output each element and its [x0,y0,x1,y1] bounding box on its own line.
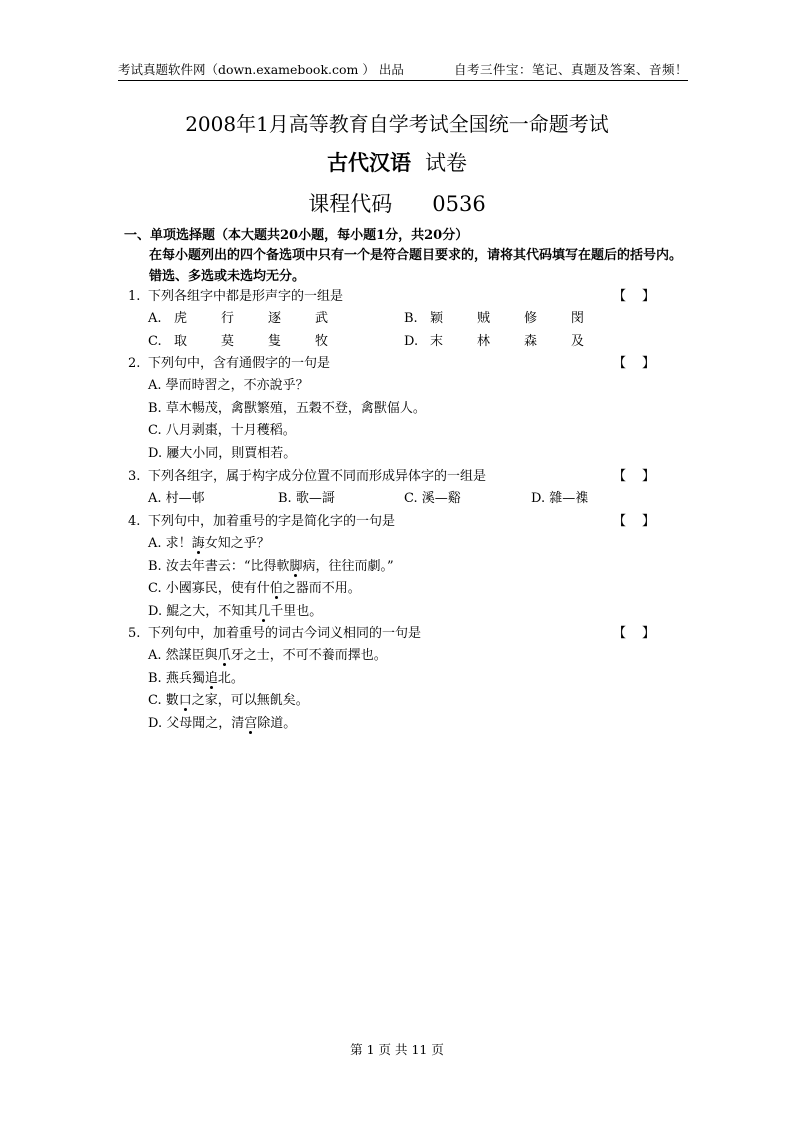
section-single-choice [124,224,684,287]
question-1 [128,286,668,353]
page-footer: 第 1 页 共 11 页 [350,1042,444,1057]
question-number: 2. [128,356,141,371]
option-d: D. 末 林 森 及 [404,333,585,349]
answer-bracket[interactable]: 【 】 [613,626,655,641]
question-text: 下列句中，含有通假字的一句是 [148,356,331,371]
question-stem [128,353,668,375]
answer-bracket[interactable]: 【 】 [613,514,655,529]
option-c: C. 取 莫 隻 牧 [148,333,329,349]
question-number: 3. [128,469,141,484]
question-text: 下列各组字，属于构字成分位置不同而形成异体字的一组是 [148,469,487,484]
course-name: 古代汉语 [327,151,411,175]
option-c: C. 小國寡民，使有什伯之器而不用。 [148,581,361,596]
course-code: 0536 [432,192,486,216]
question-text: 下列各组字中都是形声字的一组是 [148,289,344,304]
question-4 [128,511,668,623]
options-row [128,308,668,331]
option-a: A. 村—邨 [148,491,205,506]
question-stem [128,623,668,645]
question-number: 1. [128,289,141,304]
option-d: D. 鯤之大，不知其几千里也。 [148,603,323,619]
option-a: A. 然謀臣與爪牙之士，不可不養而擇也。 [148,648,387,663]
section-heading: 一、单项选择题（本大题共20小题，每小题1分，共20分） [124,228,469,243]
options-row [128,331,668,354]
option-c: C. 八月剥棗，十月穫稻。 [148,423,296,438]
emphasis-mark: 伯 [269,581,283,596]
answer-bracket[interactable]: 【 】 [613,356,655,371]
emphasis-mark: 几 [257,603,271,619]
header-rule [118,80,688,81]
course-code-line [0,188,794,218]
question-stem [128,286,668,308]
question-number: 4. [128,514,141,529]
page-header [118,60,688,80]
emphasis-mark: 追 [204,670,218,686]
question-3 [128,466,668,511]
question-text: 下列句中，加着重号的字是简化字的一句是 [148,514,396,529]
question-5 [128,623,668,735]
exam-title: 2008年1月高等教育自学考试全国统一命题考试 [185,112,609,136]
header-source: 考试真题软件网（down.examebook.com ） 出品 [118,62,404,77]
options-row [128,488,668,511]
answer-bracket[interactable]: 【 】 [613,469,655,484]
option-a: A. 求！誨女知之乎？ [148,536,270,551]
emphasis-mark: 宫 [244,715,258,731]
option-a: A. 學而時習之，不亦說乎？ [148,378,309,393]
option-b: B. 颖 贼 修 閔 [404,311,585,326]
option-d: D. 父母聞之，清宫除道。 [148,715,297,731]
course-title [0,147,794,177]
option-d: D. 屨大小同，則賈相若。 [148,445,297,461]
emphasis-mark: 口 [178,693,192,708]
answer-bracket[interactable]: 【 】 [613,289,655,304]
option-b: B. 草木暢茂，禽獸繁殖，五穀不登，禽獸偪人。 [148,400,426,416]
emphasis-mark: 誨 [191,536,205,551]
option-b: B. 燕兵獨追北。 [148,670,244,686]
option-b: B. 汝去年書云：“比得軟脚病，往往而劇。” [148,558,394,574]
option-c: C. 溪—谿 [404,491,461,506]
question-number: 5. [128,626,141,641]
header-slogan: 自考三件宝：笔记、真题及答案、音频！ [453,62,688,77]
option-d: D. 雜—襍 [531,491,589,506]
section-instruction: 在每小题列出的四个备选项中只有一个是符合题目要求的，请将其代码填写在题后的括号内。错选、多选或未选均无分。 [149,248,683,284]
emphasis-mark: 脚 [289,558,303,574]
option-a: A. 虎 行 逐 武 [148,311,329,326]
question-text: 下列句中，加着重号的词古今词义相同的一句是 [148,626,422,641]
emphasis-mark: 爪 [217,648,231,663]
question-stem [128,466,668,488]
question-stem [128,511,668,533]
question-2 [128,353,668,465]
course-code-label: 课程代码 [308,192,393,216]
option-b: B. 歌—謌 [278,491,335,506]
option-c: C. 數口之家，可以無飢矣。 [148,693,309,708]
paper-label: 试卷 [425,151,467,175]
